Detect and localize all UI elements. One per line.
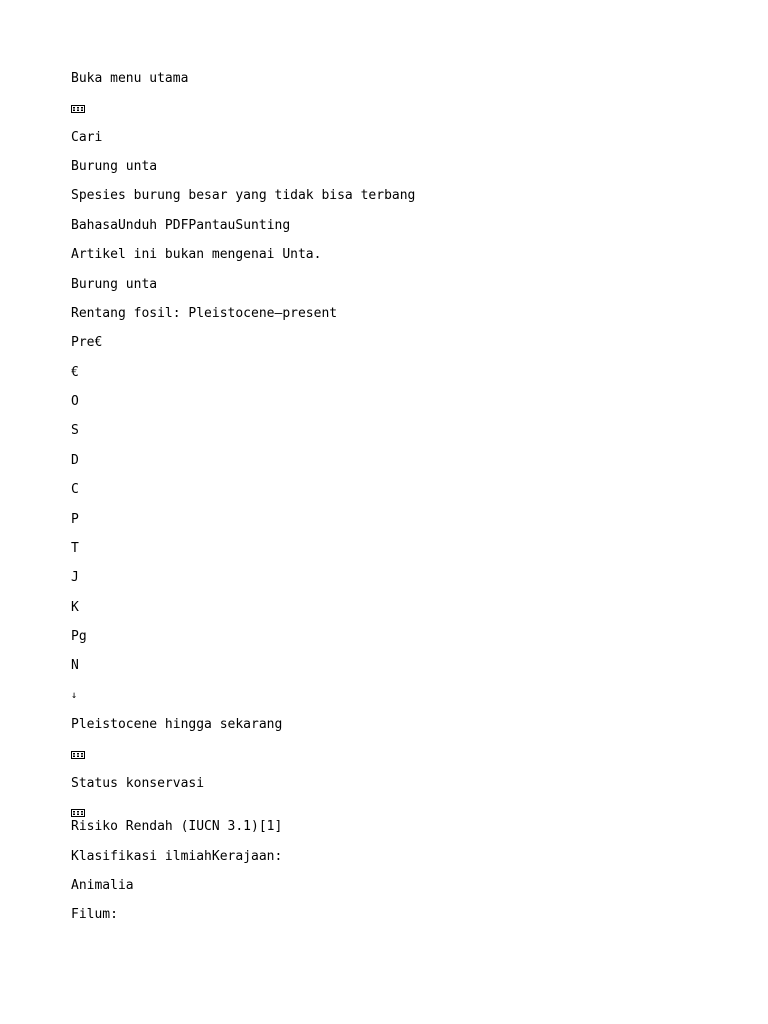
period-link[interactable]: D	[71, 453, 79, 468]
infobox-title: Burung unta	[71, 277, 158, 292]
classification-heading: Klasifikasi ilmiah	[71, 849, 212, 864]
conservation-status[interactable]: Risiko Rendah (IUCN 3.1)[1]	[71, 819, 283, 834]
main-menu-button[interactable]: Buka menu utama	[71, 71, 189, 86]
timeline-arrow: ↓	[71, 690, 78, 701]
period-link[interactable]: T	[71, 541, 79, 556]
site-logo-icon[interactable]	[71, 105, 85, 113]
period-link[interactable]: N	[71, 658, 79, 673]
period-link[interactable]: C	[71, 482, 79, 497]
page-description: Spesies burung besar yang tidak bisa terbang	[71, 188, 416, 203]
search-button[interactable]: Cari	[71, 130, 103, 145]
period-link[interactable]: S	[71, 423, 79, 438]
period-link[interactable]: K	[71, 600, 79, 615]
page-actions	[71, 218, 290, 234]
period-link[interactable]: Pre€	[71, 335, 103, 350]
page-title: Burung unta	[71, 159, 158, 174]
edit-button[interactable]: Sunting	[235, 218, 291, 233]
period-link[interactable]: O	[71, 394, 79, 409]
period-link[interactable]: €	[71, 365, 79, 380]
kingdom-label: Kerajaan:	[211, 849, 283, 864]
classification-row	[71, 849, 282, 865]
language-button[interactable]: Bahasa	[71, 218, 118, 233]
watch-button[interactable]: Pantau	[188, 218, 236, 233]
period-link[interactable]: Pg	[71, 629, 87, 644]
download-pdf-link[interactable]: Unduh PDF	[117, 218, 189, 233]
range-caption: Pleistocene hingga sekarang	[71, 717, 283, 732]
conservation-heading: Status konservasi	[71, 776, 205, 791]
phylum-label: Filum:	[71, 907, 118, 922]
period-link[interactable]: P	[71, 512, 79, 527]
ostrich-image-icon[interactable]	[71, 751, 85, 759]
period-link[interactable]: J	[71, 570, 79, 585]
hatnote: Artikel ini bukan mengenai Unta.	[71, 247, 322, 262]
conservation-status-icon[interactable]	[71, 809, 85, 817]
fossil-range: Rentang fosil: Pleistocene–present	[71, 306, 338, 321]
kingdom-value[interactable]: Animalia	[71, 878, 134, 893]
